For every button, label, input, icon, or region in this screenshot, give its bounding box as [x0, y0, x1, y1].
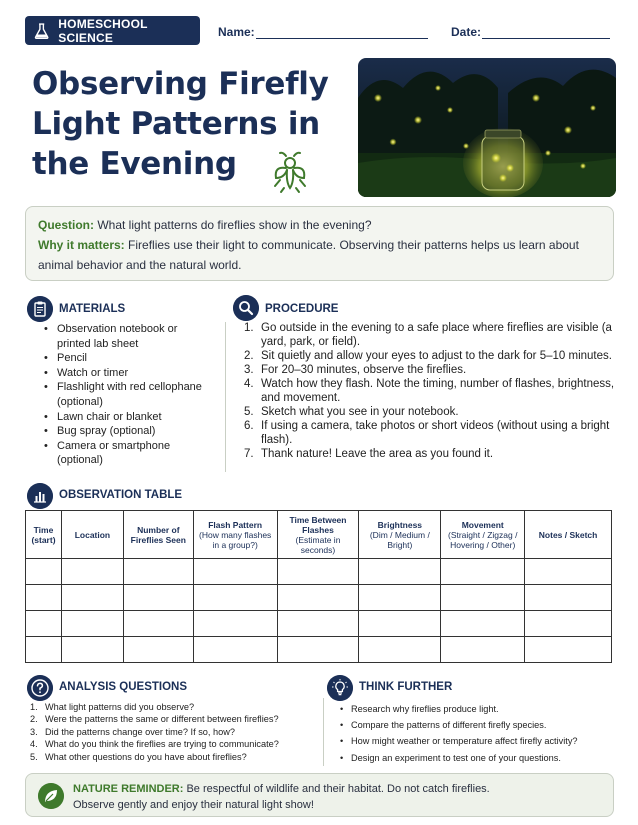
- table-cell[interactable]: [277, 637, 359, 663]
- flask-icon: [33, 22, 50, 40]
- table-row: [26, 637, 612, 663]
- why-line: [38, 235, 601, 275]
- list-item: 3. Did the patterns change over time? If so, how?: [30, 726, 235, 737]
- brand-label: HOMESCHOOL SCIENCE: [58, 16, 148, 45]
- table-cell[interactable]: [26, 637, 62, 663]
- list-item: 3. For 20–30 minutes, observe the fireflies.: [244, 364, 467, 376]
- table-cell[interactable]: [61, 611, 123, 637]
- list-item: • Lawn chair or blanket: [38, 410, 213, 425]
- table-cell[interactable]: [277, 585, 359, 611]
- list-item: 5. What other questions do you have about fireflies?: [30, 751, 247, 762]
- table-cell[interactable]: [277, 611, 359, 637]
- table-cell[interactable]: [61, 559, 123, 585]
- analysis-list: [30, 701, 320, 763]
- brand-badge: [25, 16, 200, 45]
- reminder-label: NATURE REMINDER:: [73, 783, 184, 795]
- clipboard-icon: [27, 296, 53, 322]
- table-cell[interactable]: [193, 559, 277, 585]
- table-cell[interactable]: [61, 637, 123, 663]
- list-item: 4. What do you think the fireflies are trying to communicate?: [30, 739, 279, 750]
- observation-table: [25, 510, 612, 663]
- column-header: Time Between Flashes (Estimate in seconds): [277, 511, 359, 559]
- observation-table-title: OBSERVATION TABLE: [59, 489, 183, 501]
- list-item: • Design an experiment to test one of your questions.: [337, 750, 617, 766]
- procedure-list: [244, 321, 616, 461]
- lightbulb-icon: [327, 675, 353, 701]
- list-item: • Observation notebook or printed lab sheet: [38, 322, 213, 351]
- column-header: Location: [61, 511, 123, 559]
- why-text: Fireflies use their light to communicate. Observing their patterns helps us learn about animal behavior and the natural world.: [38, 238, 579, 272]
- table-cell[interactable]: [441, 585, 525, 611]
- table-cell[interactable]: [525, 611, 612, 637]
- table-cell[interactable]: [61, 585, 123, 611]
- magnifier-icon: [233, 295, 259, 321]
- table-cell[interactable]: [359, 559, 441, 585]
- table-cell[interactable]: [525, 637, 612, 663]
- table-header-row: [26, 511, 612, 559]
- list-item: 2. Sit quietly and allow your eyes to adjust to the dark for 5–10 minutes.: [244, 350, 612, 362]
- list-item: • Pencil: [38, 351, 213, 366]
- reminder-text: Be respectful of wildlife and their habitat. Do not catch fireflies.: [186, 783, 490, 795]
- think-further-list: [337, 701, 617, 766]
- table-cell[interactable]: [26, 559, 62, 585]
- reminder-line-2: Observe gently and enjoy their natural light show!: [73, 799, 314, 811]
- column-header: Brightness (Dim / Medium / Bright): [359, 511, 441, 559]
- column-header: Movement (Straight / Zigzag / Hovering / Other): [441, 511, 525, 559]
- page-title: Observing Firefly Light Patterns in the Evening: [32, 66, 329, 182]
- materials-title: MATERIALS: [59, 303, 126, 315]
- question-icon: [27, 675, 53, 701]
- table-cell[interactable]: [359, 585, 441, 611]
- column-header: Number of Fireflies Seen: [123, 511, 193, 559]
- table-cell[interactable]: [441, 559, 525, 585]
- table-cell[interactable]: [193, 585, 277, 611]
- table-cell[interactable]: [359, 611, 441, 637]
- date-label: Date:: [451, 25, 482, 39]
- nature-reminder-box: [25, 773, 614, 817]
- list-item: • Bug spray (optional): [38, 424, 213, 439]
- list-item: • Camera or smartphone (optional): [38, 439, 213, 468]
- list-item: • How might weather or temperature affect firefly activity?: [337, 733, 617, 749]
- question-line: [38, 215, 601, 235]
- list-item: 6. If using a camera, take photos or short videos (without using a bright flash).: [244, 420, 610, 446]
- section-divider: [323, 698, 324, 766]
- table-cell[interactable]: [441, 611, 525, 637]
- name-label: Name:: [218, 25, 255, 39]
- column-header: Flash Pattern (How many flashes in a group?): [193, 511, 277, 559]
- procedure-title: PROCEDURE: [265, 303, 339, 315]
- table-row: [26, 559, 612, 585]
- question-text: What light patterns do fireflies show in the evening?: [97, 218, 372, 232]
- column-header: Time (start): [26, 511, 62, 559]
- worksheet-header: [25, 16, 615, 46]
- list-item: • Compare the patterns of different firefly species.: [337, 717, 617, 733]
- table-cell[interactable]: [123, 637, 193, 663]
- firefly-jar-photo: [358, 58, 616, 197]
- think-further-title: THINK FURTHER: [359, 681, 453, 693]
- table-cell[interactable]: [193, 611, 277, 637]
- section-divider: [225, 322, 226, 472]
- table-cell[interactable]: [359, 637, 441, 663]
- table-cell[interactable]: [123, 611, 193, 637]
- list-item: • Research why fireflies produce light.: [337, 701, 617, 717]
- table-cell[interactable]: [123, 585, 193, 611]
- date-field[interactable]: [482, 38, 610, 39]
- table-cell[interactable]: [193, 637, 277, 663]
- table-cell[interactable]: [525, 585, 612, 611]
- list-item: 4. Watch how they flash. Note the timing, number of flashes, brightness, and movement.: [244, 378, 615, 404]
- materials-list: [38, 322, 213, 468]
- firefly-icon: [270, 150, 310, 194]
- bar-chart-icon: [27, 483, 53, 509]
- table-cell[interactable]: [26, 611, 62, 637]
- analysis-title: ANALYSIS QUESTIONS: [59, 681, 188, 693]
- table-cell[interactable]: [277, 559, 359, 585]
- why-label: Why it matters:: [38, 238, 125, 252]
- leaf-icon: [38, 783, 64, 809]
- list-item: • Watch or timer: [38, 366, 213, 381]
- column-header: Notes / Sketch: [525, 511, 612, 559]
- table-cell[interactable]: [441, 637, 525, 663]
- list-item: 1. Go outside in the evening to a safe place where fireflies are visible (a yard, park, or field).: [244, 322, 612, 348]
- list-item: 2. Were the patterns the same or different between fireflies?: [30, 714, 279, 725]
- list-item: 5. Sketch what you see in your notebook.: [244, 406, 459, 418]
- table-row: [26, 585, 612, 611]
- table-cell[interactable]: [123, 559, 193, 585]
- question-label: Question:: [38, 218, 94, 232]
- table-cell[interactable]: [26, 585, 62, 611]
- list-item: • Flashlight with red cellophane (optional): [38, 380, 213, 409]
- list-item: 7. Thank nature! Leave the area as you found it.: [244, 448, 494, 460]
- reminder-line: [73, 781, 613, 797]
- name-field[interactable]: [256, 38, 428, 39]
- question-box: [25, 206, 614, 281]
- table-row: [26, 611, 612, 637]
- table-cell[interactable]: [525, 559, 612, 585]
- list-item: 1. What light patterns did you observe?: [30, 702, 195, 712]
